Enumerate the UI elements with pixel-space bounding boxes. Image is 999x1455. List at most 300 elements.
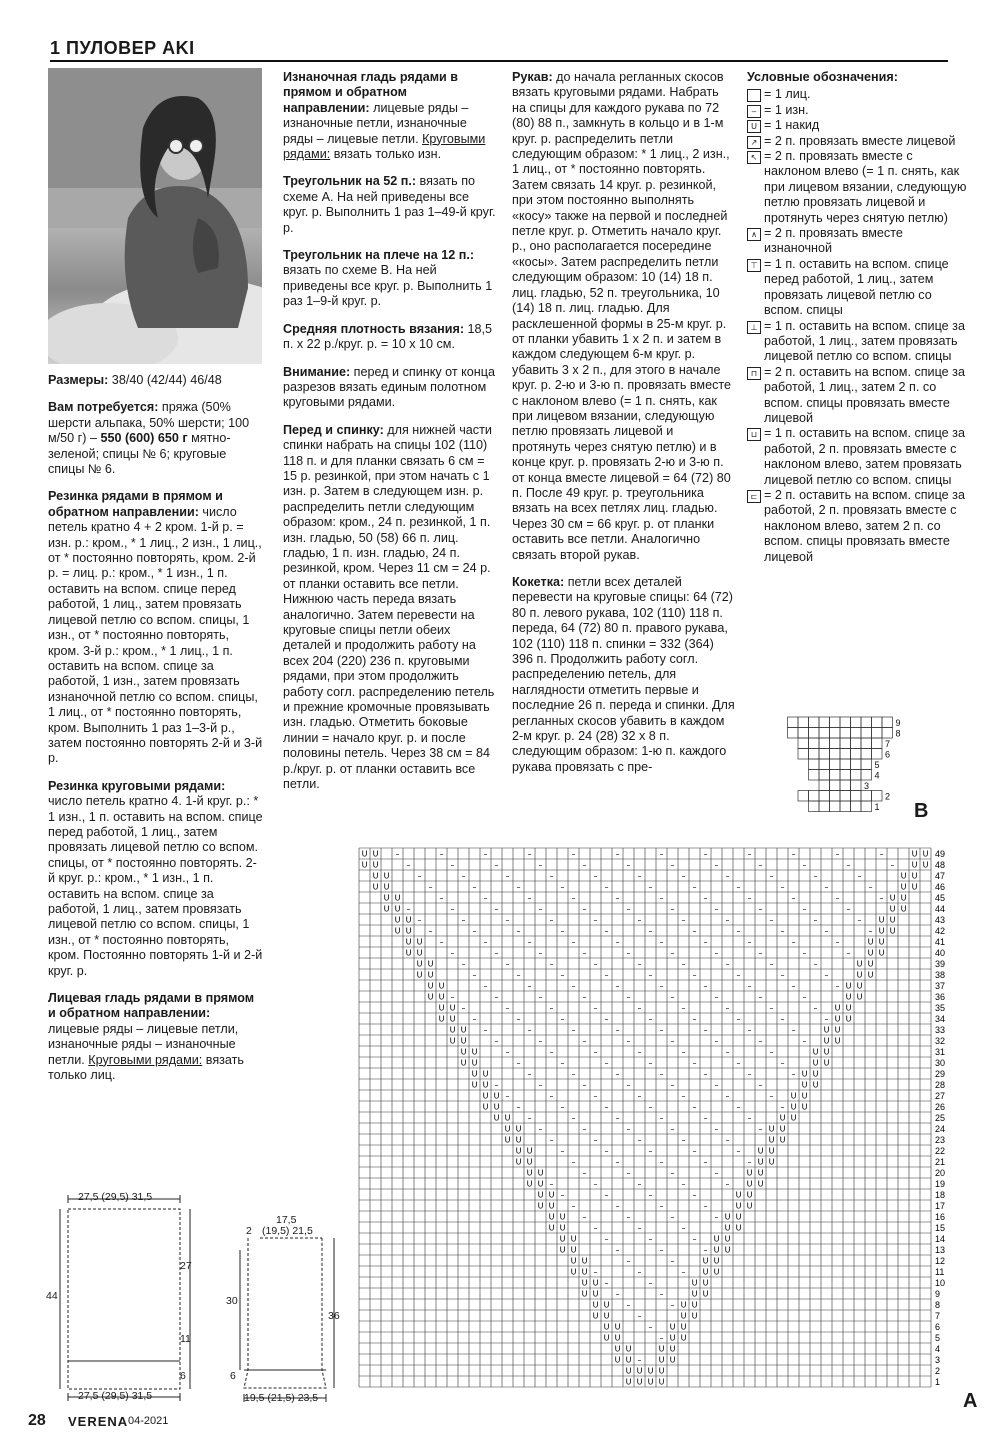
chart-a-cell: –: [560, 926, 565, 936]
chart-a-cell: –: [593, 1179, 598, 1189]
chart-a-cell: –: [747, 893, 752, 903]
chart-a-row-number: 4: [935, 1344, 941, 1354]
chart-a-cell: U: [460, 1047, 467, 1057]
chart-a-row-number: 9: [935, 1289, 941, 1299]
chart-a-cell: –: [560, 1146, 565, 1156]
chart-a-row-number: 18: [935, 1190, 946, 1200]
chart-b-cell: [819, 801, 830, 812]
chart-a-cell: U: [515, 1135, 522, 1145]
chart-a-cell: –: [648, 970, 653, 980]
chart-a-cell: U: [581, 1278, 588, 1288]
chart-a-cell: –: [439, 893, 444, 903]
chart-b-cell: [872, 728, 883, 739]
chart-a-cell: –: [450, 904, 455, 914]
chart-a-cell: –: [637, 1091, 642, 1101]
chart-b-cell: [819, 728, 830, 739]
chart-a-cell: U: [724, 1234, 731, 1244]
chart-a-cell: –: [703, 1157, 708, 1167]
chart-a-row-number: 28: [935, 1080, 946, 1090]
chart-b-cell: [882, 717, 893, 728]
chart-a-cell: –: [670, 1124, 675, 1134]
chart-a-cell: –: [692, 970, 697, 980]
legend-item: [747, 149, 967, 226]
chart-a-cell: U: [449, 1003, 456, 1013]
chart-a-row-number: 43: [935, 915, 946, 925]
chart-a-cell: –: [505, 1091, 510, 1101]
chart-a-cell: –: [615, 1069, 620, 1079]
stockinette-text: лицевые ряды – лицевые петли, изнаночные ряды – изнаночные петли.: [48, 1021, 239, 1067]
chart-a-cell: –: [736, 1014, 741, 1024]
chart-b-cell: [840, 759, 851, 770]
chart-a-cell: U: [856, 981, 863, 991]
chart-a-cell: U: [867, 948, 874, 958]
chart-a-cell: U: [405, 937, 412, 947]
legend-item: [747, 319, 967, 365]
chart-a-cell: U: [614, 1344, 621, 1354]
chart-a-cell: –: [461, 871, 466, 881]
chart-a-cell: –: [703, 937, 708, 947]
chart-b-cell: [861, 791, 872, 802]
chart-a-cell: –: [659, 981, 664, 991]
chart-a-cell: U: [471, 1047, 478, 1057]
chart-a-cell: –: [494, 860, 499, 870]
chart-a-cell: –: [626, 904, 631, 914]
chart-a-cell: –: [571, 1113, 576, 1123]
chart-b-cell: [872, 738, 883, 749]
chart-b-cell: [830, 738, 841, 749]
chart-a-cell: U: [614, 1322, 621, 1332]
chart-a-cell: U: [383, 904, 390, 914]
magazine-name: VERENA: [68, 1414, 129, 1429]
chart-a-cell: U: [801, 1069, 808, 1079]
reverse-round-label: Круговыми рядами:: [283, 131, 486, 162]
stockinette-label: Лицевая гладь рядами в прямом и обратном направлении:: [48, 991, 255, 1021]
chart-b-cell: [819, 780, 830, 791]
chart-a-cell: –: [593, 1003, 598, 1013]
chart-a-cell: –: [681, 1179, 686, 1189]
legend-item: [747, 488, 967, 565]
chart-a-cell: –: [626, 1300, 631, 1310]
chart-a-cell: U: [383, 882, 390, 892]
chart-a-cell: –: [758, 1124, 763, 1134]
chart-a-cell: –: [571, 937, 576, 947]
triangle52-label: Треугольник на 52 п.:: [283, 174, 417, 189]
chart-a-cell: –: [494, 1036, 499, 1046]
chart-b-cell: [872, 749, 883, 760]
chart-a-cell: U: [482, 1102, 489, 1112]
chart-a-cell: –: [802, 860, 807, 870]
chart-a-cell: U: [548, 1223, 555, 1233]
chart-a-cell: –: [593, 1223, 598, 1233]
chart-a-cell: –: [538, 860, 543, 870]
chart-b-cell: [830, 759, 841, 770]
chart-a-cell: U: [757, 1146, 764, 1156]
chart-b-cell: [872, 717, 883, 728]
chart-a-cell: –: [725, 915, 730, 925]
chart-b-cell: [819, 759, 830, 770]
chart-a-cell: U: [845, 1014, 852, 1024]
schem1-bottom: 27,5 (29,5) 31,5: [78, 1390, 153, 1402]
triangle12-label: Треугольник на плече на 12 п.:: [283, 248, 475, 263]
sizes-label: Размеры:: [48, 373, 109, 387]
schem2-tab: 2: [246, 1225, 252, 1237]
chart-a-cell: U: [900, 893, 907, 903]
chart-a-cell: U: [658, 1344, 665, 1354]
chart-a-cell: –: [769, 959, 774, 969]
chart-a-cell: U: [526, 1146, 533, 1156]
chart-b-cell: [809, 749, 820, 760]
chart-b-cell: [819, 717, 830, 728]
chart-b-row-number: 7: [885, 739, 891, 749]
chart-a-cell: U: [823, 1025, 830, 1035]
chart-a-cell: –: [538, 1080, 543, 1090]
chart-a-cell: U: [812, 1047, 819, 1057]
legend-symbol: –: [747, 105, 761, 118]
attention-text: перед и спинку от конца разрезов вязать единым полотном круговыми рядами.: [283, 364, 495, 410]
legend-text: = 1 п. оставить на вспом. спице за работой, 2 п. провязать вместе с наклоном влево, затем провязать лицевой петлю со вспом. спицы: [764, 426, 965, 487]
chart-a: [357, 846, 967, 1401]
chart-a-cell: U: [548, 1212, 555, 1222]
chart-a-row-number: 14: [935, 1234, 946, 1244]
schem1-mid: 11: [180, 1333, 191, 1345]
chart-a-row-number: 25: [935, 1113, 946, 1123]
chart-a-cell: –: [714, 904, 719, 914]
chart-a-cell: –: [604, 1190, 609, 1200]
chart-a-cell: U: [658, 1377, 665, 1387]
chart-a-cell: –: [670, 1036, 675, 1046]
chart-a-cell: U: [570, 1267, 577, 1277]
chart-b-cell: [830, 801, 841, 812]
chart-b-cell: [851, 780, 862, 791]
chart-a-cell: U: [548, 1190, 555, 1200]
chart-a-cell: –: [505, 1003, 510, 1013]
chart-a-cell: –: [571, 1201, 576, 1211]
chart-a-cell: –: [670, 1300, 675, 1310]
chart-a-cell: –: [791, 893, 796, 903]
chart-b-row-number: 2: [885, 791, 891, 802]
chart-a-cell: U: [592, 1300, 599, 1310]
chart-a-cell: –: [692, 926, 697, 936]
column-1: [48, 373, 263, 1095]
legend-symbol: ⊔: [747, 428, 761, 441]
schem2-top: 17,5: [276, 1214, 297, 1226]
chart-a-cell: –: [626, 1168, 631, 1178]
chart-a-cell: U: [724, 1245, 731, 1255]
chart-a-cell: –: [648, 926, 653, 936]
chart-a-cell: U: [570, 1234, 577, 1244]
chart-a-cell: –: [659, 849, 664, 859]
chart-a-cell: –: [549, 871, 554, 881]
chart-a-cell: U: [559, 1223, 566, 1233]
schem2-rib: 6: [230, 1370, 236, 1382]
schem2-left: 30: [226, 1295, 238, 1307]
chart-a-cell: –: [780, 882, 785, 892]
chart-a-cell: U: [911, 871, 918, 881]
chart-a-cell: U: [548, 1201, 555, 1211]
schem1-rib: 6: [180, 1370, 186, 1382]
chart-a-cell: –: [450, 860, 455, 870]
chart-b-row-number: 5: [874, 760, 880, 770]
chart-a-cell: U: [911, 849, 918, 859]
chart-a-cell: U: [427, 981, 434, 991]
chart-a-cell: U: [713, 1256, 720, 1266]
chart-a-cell: –: [516, 882, 521, 892]
chart-a-cell: –: [615, 981, 620, 991]
chart-a-cell: –: [604, 882, 609, 892]
chart-a-cell: U: [768, 1124, 775, 1134]
chart-b-cell: [851, 728, 862, 739]
chart-a-row-number: 3: [935, 1355, 941, 1365]
sizes-text: 38/40 (42/44) 46/48: [108, 373, 222, 387]
chart-a-cell: U: [416, 937, 423, 947]
chart-a-cell: –: [868, 882, 873, 892]
chart-a-cell: U: [460, 1036, 467, 1046]
chart-a-cell: –: [494, 1080, 499, 1090]
chart-a-cell: –: [549, 1047, 554, 1057]
chart-a-cell: –: [582, 1036, 587, 1046]
chart-a-cell: U: [724, 1223, 731, 1233]
chart-a-cell: U: [515, 1124, 522, 1134]
chart-a-cell: –: [406, 904, 411, 914]
chart-a-cell: U: [812, 1069, 819, 1079]
chart-a-cell: U: [669, 1355, 676, 1365]
chart-a-cell: –: [758, 992, 763, 1002]
chart-a-cell: –: [450, 948, 455, 958]
chart-a-cell: –: [857, 915, 862, 925]
reverse-end: вязать только изн.: [330, 147, 442, 162]
chart-a-cell: U: [603, 1311, 610, 1321]
chart-a-cell: U: [383, 893, 390, 903]
chart-b-cell: [830, 791, 841, 802]
chart-a-cell: U: [559, 1212, 566, 1222]
chart-a-cell: –: [692, 1058, 697, 1068]
chart-a-cell: –: [461, 915, 466, 925]
chart-a-cell: –: [494, 904, 499, 914]
chart-a-cell: U: [394, 904, 401, 914]
chart-a-cell: U: [779, 1135, 786, 1145]
chart-a-cell: U: [867, 937, 874, 947]
chart-a-cell: –: [725, 1003, 730, 1013]
chart-a-cell: –: [538, 948, 543, 958]
chart-a-cell: –: [681, 959, 686, 969]
chart-b-cell: [851, 759, 862, 770]
chart-a-cell: –: [527, 1025, 532, 1035]
chart-a-cell: –: [670, 1080, 675, 1090]
chart-a-row-number: 46: [935, 882, 946, 892]
chart-a-cell: –: [516, 1102, 521, 1112]
chart-a-row-number: 44: [935, 904, 946, 914]
chart-a-cell: –: [791, 849, 796, 859]
chart-b-cell: [809, 738, 820, 749]
chart-a-cell: –: [714, 1212, 719, 1222]
chart-a-cell: –: [648, 1014, 653, 1024]
chart-b-cell: [809, 759, 820, 770]
chart-a-row-number: 22: [935, 1146, 946, 1156]
chart-a-cell: –: [758, 1036, 763, 1046]
chart-b-cell: [798, 749, 809, 760]
chart-a-cell: –: [659, 1113, 664, 1123]
chart-a-cell: –: [758, 904, 763, 914]
schem1-height: 44: [46, 1290, 58, 1302]
chart-a-cell: U: [647, 1366, 654, 1376]
chart-b-cell: [809, 770, 820, 781]
chart-b-cell: [798, 717, 809, 728]
chart-a-cell: –: [637, 1179, 642, 1189]
chart-a-cell: U: [702, 1256, 709, 1266]
chart-a-cell: –: [483, 893, 488, 903]
chart-a-cell: –: [648, 1102, 653, 1112]
chart-a-row-number: 48: [935, 860, 946, 870]
chart-a-cell: U: [735, 1201, 742, 1211]
chart-a-cell: –: [637, 1223, 642, 1233]
chart-a-cell: U: [757, 1168, 764, 1178]
chart-a-cell: U: [680, 1322, 687, 1332]
legend-symbol: ⊥: [747, 321, 761, 334]
chart-a-row-number: 6: [935, 1322, 941, 1332]
legend-text: = 1 накид: [764, 118, 820, 133]
chart-b-cell: [809, 717, 820, 728]
chart-a-cell: –: [505, 915, 510, 925]
chart-a-cell: –: [791, 937, 796, 947]
chart-a-cell: –: [483, 849, 488, 859]
chart-a-cell: U: [658, 1366, 665, 1376]
chart-a-cell: U: [537, 1190, 544, 1200]
chart-a-cell: –: [758, 948, 763, 958]
chart-b-cell: [840, 780, 851, 791]
chart-a-cell: U: [790, 1091, 797, 1101]
chart-a-cell: U: [636, 1377, 643, 1387]
chart-a-cell: U: [383, 871, 390, 881]
chart-a-cell: –: [813, 1003, 818, 1013]
chart-a-cell: U: [471, 1069, 478, 1079]
chart-a-cell: U: [405, 948, 412, 958]
chart-a-cell: –: [758, 860, 763, 870]
chart-b-cell: [851, 770, 862, 781]
chart-a-cell: U: [592, 1311, 599, 1321]
chart-a-row-number: 23: [935, 1135, 946, 1145]
chart-a-cell: –: [846, 948, 851, 958]
chart-a-cell: –: [835, 849, 840, 859]
chart-a-cell: –: [725, 1179, 730, 1189]
chart-a-cell: –: [824, 970, 829, 980]
chart-a-cell: –: [604, 1102, 609, 1112]
chart-a-cell: U: [834, 1025, 841, 1035]
chart-a-cell: U: [768, 1135, 775, 1145]
chart-a-row-number: 33: [935, 1025, 946, 1035]
reverse-stock-label: Изнаночная гладь рядами в прямом и обратном направлении:: [283, 70, 459, 115]
chart-a-cell: U: [438, 992, 445, 1002]
chart-a-cell: –: [714, 1080, 719, 1090]
schem2-right: 36: [328, 1310, 340, 1322]
chart-a-cell: U: [735, 1190, 742, 1200]
legend-text: = 1 п. оставить на вспом. спице за работой, 1 лиц., затем провязать лицевой петлю со вспом. спицы: [764, 318, 965, 364]
chart-a-cell: –: [626, 860, 631, 870]
chart-a-cell: –: [681, 871, 686, 881]
triangle52-text: вязать по схеме А. На ней приведены все круг. р. Выполнить 1 раз 1–49-й круг. р.: [283, 174, 496, 235]
chart-a-cell: –: [582, 992, 587, 1002]
chart-a-cell: U: [581, 1256, 588, 1266]
chart-a-cell: –: [802, 948, 807, 958]
chart-a-cell: –: [703, 1245, 708, 1255]
chart-a-cell: U: [878, 948, 885, 958]
chart-a-row-number: 12: [935, 1256, 946, 1266]
chart-a-cell: U: [691, 1300, 698, 1310]
chart-a-cell: U: [823, 1047, 830, 1057]
chart-a-cell: –: [527, 937, 532, 947]
chart-a-row-number: 49: [935, 849, 946, 859]
chart-a-cell: –: [659, 1201, 664, 1211]
chart-a-cell: –: [659, 893, 664, 903]
chart-a-cell: –: [472, 970, 477, 980]
chart-a-cell: –: [615, 1245, 620, 1255]
chart-b-cell: [788, 717, 799, 728]
chart-a-row-number: 19: [935, 1179, 946, 1189]
chart-a-cell: U: [746, 1190, 753, 1200]
legend-item: [747, 226, 967, 257]
legend-symbol: ⊓: [747, 367, 761, 380]
chart-a-cell: –: [769, 1091, 774, 1101]
chart-a-cell: –: [538, 992, 543, 1002]
chart-a-cell: U: [834, 1036, 841, 1046]
chart-a-cell: –: [472, 1014, 477, 1024]
chart-a-cell: U: [449, 1014, 456, 1024]
chart-a-cell: –: [615, 1025, 620, 1035]
chart-a-row-number: 15: [935, 1223, 946, 1233]
chart-a-cell: –: [824, 882, 829, 892]
chart-a-row-number: 10: [935, 1278, 946, 1288]
chart-a-row-number: 29: [935, 1069, 946, 1079]
chart-a-cell: U: [603, 1300, 610, 1310]
chart-a-cell: U: [372, 871, 379, 881]
chart-a-row-number: 11: [935, 1267, 945, 1277]
chart-a-cell: –: [747, 1025, 752, 1035]
chart-a-cell: –: [703, 1025, 708, 1035]
chart-a-cell: –: [505, 959, 510, 969]
chart-a-cell: –: [714, 860, 719, 870]
chart-a-cell: –: [681, 1047, 686, 1057]
legend-item: [747, 365, 967, 427]
chart-a-cell: U: [757, 1179, 764, 1189]
chart-b-cell: [861, 717, 872, 728]
chart-a-cell: U: [922, 849, 929, 859]
legend-symbol: [747, 89, 761, 102]
chart-a-cell: U: [691, 1278, 698, 1288]
chart-a-cell: U: [504, 1113, 511, 1123]
chart-a-cell: U: [801, 1091, 808, 1101]
chart-a-cell: –: [560, 1058, 565, 1068]
front-back-label: Перед и спинку:: [283, 422, 384, 437]
chart-a-cell: –: [736, 926, 741, 936]
chart-a-cell: U: [680, 1311, 687, 1321]
chart-a-cell: –: [549, 915, 554, 925]
chart-a-cell: –: [681, 915, 686, 925]
chart-a-cell: U: [526, 1157, 533, 1167]
column-2: [283, 70, 496, 804]
chart-a-cell: –: [582, 860, 587, 870]
chart-a-cell: U: [801, 1102, 808, 1112]
chart-a-cell: –: [769, 915, 774, 925]
rib-rows-text: число петель кратно 4 + 2 кром. 1-й р. = изн. р.: кром., * 1 лиц., 2 изн., 1 лиц., от * постоянно повторять, кром. 2-й р. = лиц. р.: кром., * 1 изн., 1 п. оставить на вспом. спице перед работой, 1 лиц., затем провязать лицевой петлю со вспом. спицы, 1 изн., от * постоянно повторять, кром. 3-й р.: кром., * 1 лиц., 1 п. оставить на вспом. спице за работой, 1 изн., затем провязать изнаночной петлю со вспом. спицы, 1 лиц., от * постоянно повторять, кром. Выполнить 1 раз 1–3-й р., затем постоянно повторять 2-й и 3-й р.: [48, 504, 263, 766]
chart-a-cell: U: [559, 1245, 566, 1255]
chart-a-cell: U: [702, 1289, 709, 1299]
chart-a-row-number: 38: [935, 970, 946, 980]
legend-symbol: ⊤: [747, 259, 761, 272]
chart-a-cell: U: [834, 1003, 841, 1013]
chart-a-row-number: 8: [935, 1300, 941, 1310]
chart-a-cell: –: [659, 1245, 664, 1255]
chart-a-cell: –: [802, 904, 807, 914]
chart-b-row-number: 1: [874, 802, 880, 812]
